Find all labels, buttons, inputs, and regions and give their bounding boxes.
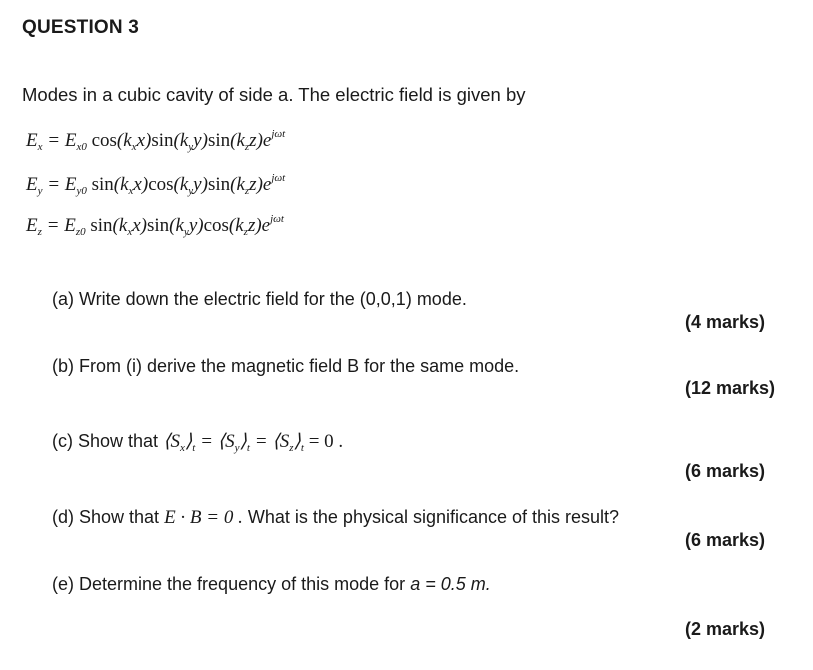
part-c-marks: (6 marks): [685, 461, 766, 481]
part-e-formula: a = 0.5 m.: [410, 574, 491, 594]
part-c-formula: $⟨S_x⟩_t$ = $⟨S_y⟩_t$ = $⟨S_z⟩_t = 0$ .: [163, 431, 344, 454]
part-d-prefix: (d) Show that: [52, 507, 160, 527]
question-intro: Modes in a cubic cavity of side a. The electric field is given by: [22, 84, 526, 105]
part-d-line: [52, 507, 619, 529]
part-c-line: [52, 430, 343, 454]
part-e-prefix: (e) Determine the frequency of this mode for: [52, 574, 406, 594]
part-b-marks: (12 marks): [685, 378, 776, 398]
part-a-text: (a) Write down the electric field for the (0,0,1) mode.: [52, 289, 467, 309]
part-d-marks: (6 marks): [685, 530, 766, 550]
question-title: QUESTION 3: [22, 17, 140, 38]
part-c-prefix: (c) Show that: [52, 431, 159, 451]
part-b-text: (b) From (i) derive the magnetic field B for the same mode.: [52, 356, 520, 376]
part-d-suffix: What is the physical significance of this result?: [247, 507, 620, 527]
equation-ex: $E_x = E_{x0}$ $\cos(k_xx)\sin(k_yy)\sin(k_zz)e^{j\omega t}$: [26, 128, 286, 153]
part-e-line: [52, 574, 491, 595]
equation-ey: $E_y = E_{y0}$ $\sin(k_xx)\cos(k_yy)\sin(k_zz)e^{j\omega t}$: [26, 172, 286, 197]
part-a-marks: (4 marks): [685, 312, 766, 332]
part-d-formula: E · B = 0 .: [164, 507, 243, 528]
part-e-marks: (2 marks): [685, 619, 766, 639]
equation-ez: $E_z = E_{z0}$ $\sin(k_xx)\sin(k_yy)\cos(k_zz)e^{j\omega t}$: [26, 213, 284, 238]
